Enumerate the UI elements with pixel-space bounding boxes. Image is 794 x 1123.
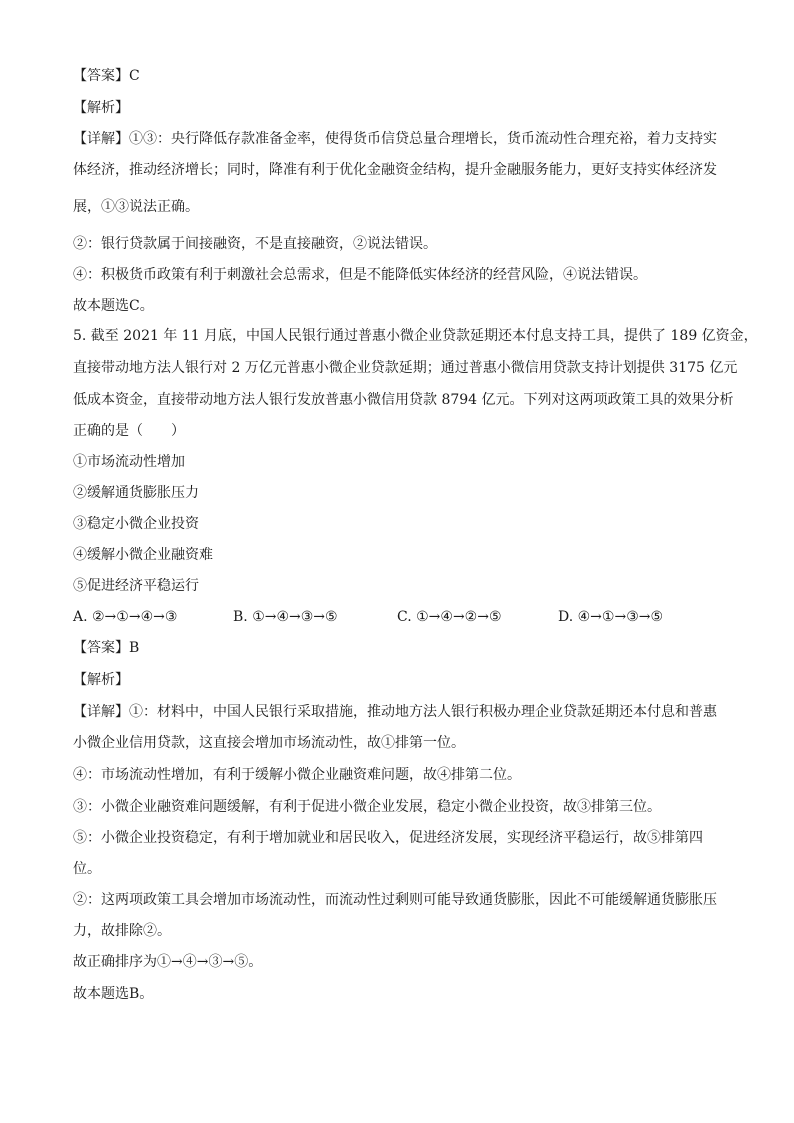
q5-detail-line-1: 【详解】①：材料中，中国人民银行采取措施，推动地方法人银行积极办理企业贷款延期还本付息和普惠 [73,704,717,720]
q4-conclusion: 故本题选C。 [73,298,154,314]
q4-detail-line-3: 展，①③说法正确。 [73,199,199,215]
option-b: B. ①→④→③→⑤ [233,609,338,625]
option-a: A. ②→①→④→③ [73,609,178,625]
q5-stem-line-4: 正确的是（ ） [73,423,185,439]
q5-item-3: ③稳定小微企业投资 [73,516,199,532]
q5-item-2: ②缓解通货膨胀压力 [73,485,199,501]
q5-stem-line-3: 低成本资金，直接带动地方法人银行发放普惠小微信用贷款 8794 亿元。下列对这两项政策工具的效果分析 [73,392,734,408]
q5-answer: 【答案】B [73,640,140,656]
q5-detail-line-6: 位。 [73,861,101,877]
q4-detail-line-5: ④：积极货币政策有利于刺激社会总需求，但是不能降低实体经济的经营风险，④说法错误。 [73,267,647,283]
q5-item-4: ④缓解小微企业融资难 [73,547,213,563]
q5-detail-line-5: ⑤：小微企业投资稳定，有利于增加就业和居民收入，促进经济发展，实现经济平稳运行，故⑤排第四 [73,830,703,846]
q5-detail-line-9: 故正确排序为①→④→③→⑤。 [73,954,263,970]
option-c: C. ①→④→②→⑤ [397,609,502,625]
q5-detail-line-4: ③：小微企业融资难问题缓解，有利于促进小微企业发展，稳定小微企业投资，故③排第三位。 [73,799,661,815]
q5-detail-line-8: 力，故排除②。 [73,923,171,939]
q5-item-5: ⑤促进经济平稳运行 [73,578,199,594]
q4-detail-line-4: ②：银行贷款属于间接融资，不是直接融资，②说法错误。 [73,236,437,252]
q5-conclusion: 故本题选B。 [73,986,154,1002]
option-d: D. ④→①→③→⑤ [558,609,664,625]
q5-detail-line-3: ④：市场流动性增加，有利于缓解小微企业融资难问题，故④排第二位。 [73,767,521,783]
q4-detail-line-1: 【详解】①③：央行降低存款准备金率，使得货币信贷总量合理增长，货币流动性合理充裕，着力支持实 [73,131,717,147]
q5-stem-line-1: 5. 截至 2021 年 11 月底，中国人民银行通过普惠小微企业贷款延期还本付息支持工具，提供了 189 亿资金， [73,328,758,344]
q4-answer: 【答案】C [73,68,140,84]
q5-item-1: ①市场流动性增加 [73,454,185,470]
q5-detail-line-7: ②：这两项政策工具会增加市场流动性，而流动性过剩则可能导致通货膨胀，因此不可能缓解通货膨胀压 [73,892,717,908]
q5-detail-line-2: 小微企业信用贷款，这直接会增加市场流动性，故①排第一位。 [73,735,465,751]
q5-stem-line-2: 直接带动地方法人银行对 2 万亿元普惠小微企业贷款延期；通过普惠小微信用贷款支持计划提供 3175 亿元 [73,360,738,376]
q5-analysis-heading: 【解析】 [73,672,129,688]
q4-detail-line-2: 体经济，推动经济增长；同时，降准有利于优化金融资金结构，提升金融服务能力，更好支持实体经济发 [73,162,717,178]
q4-analysis-heading: 【解析】 [73,100,129,116]
